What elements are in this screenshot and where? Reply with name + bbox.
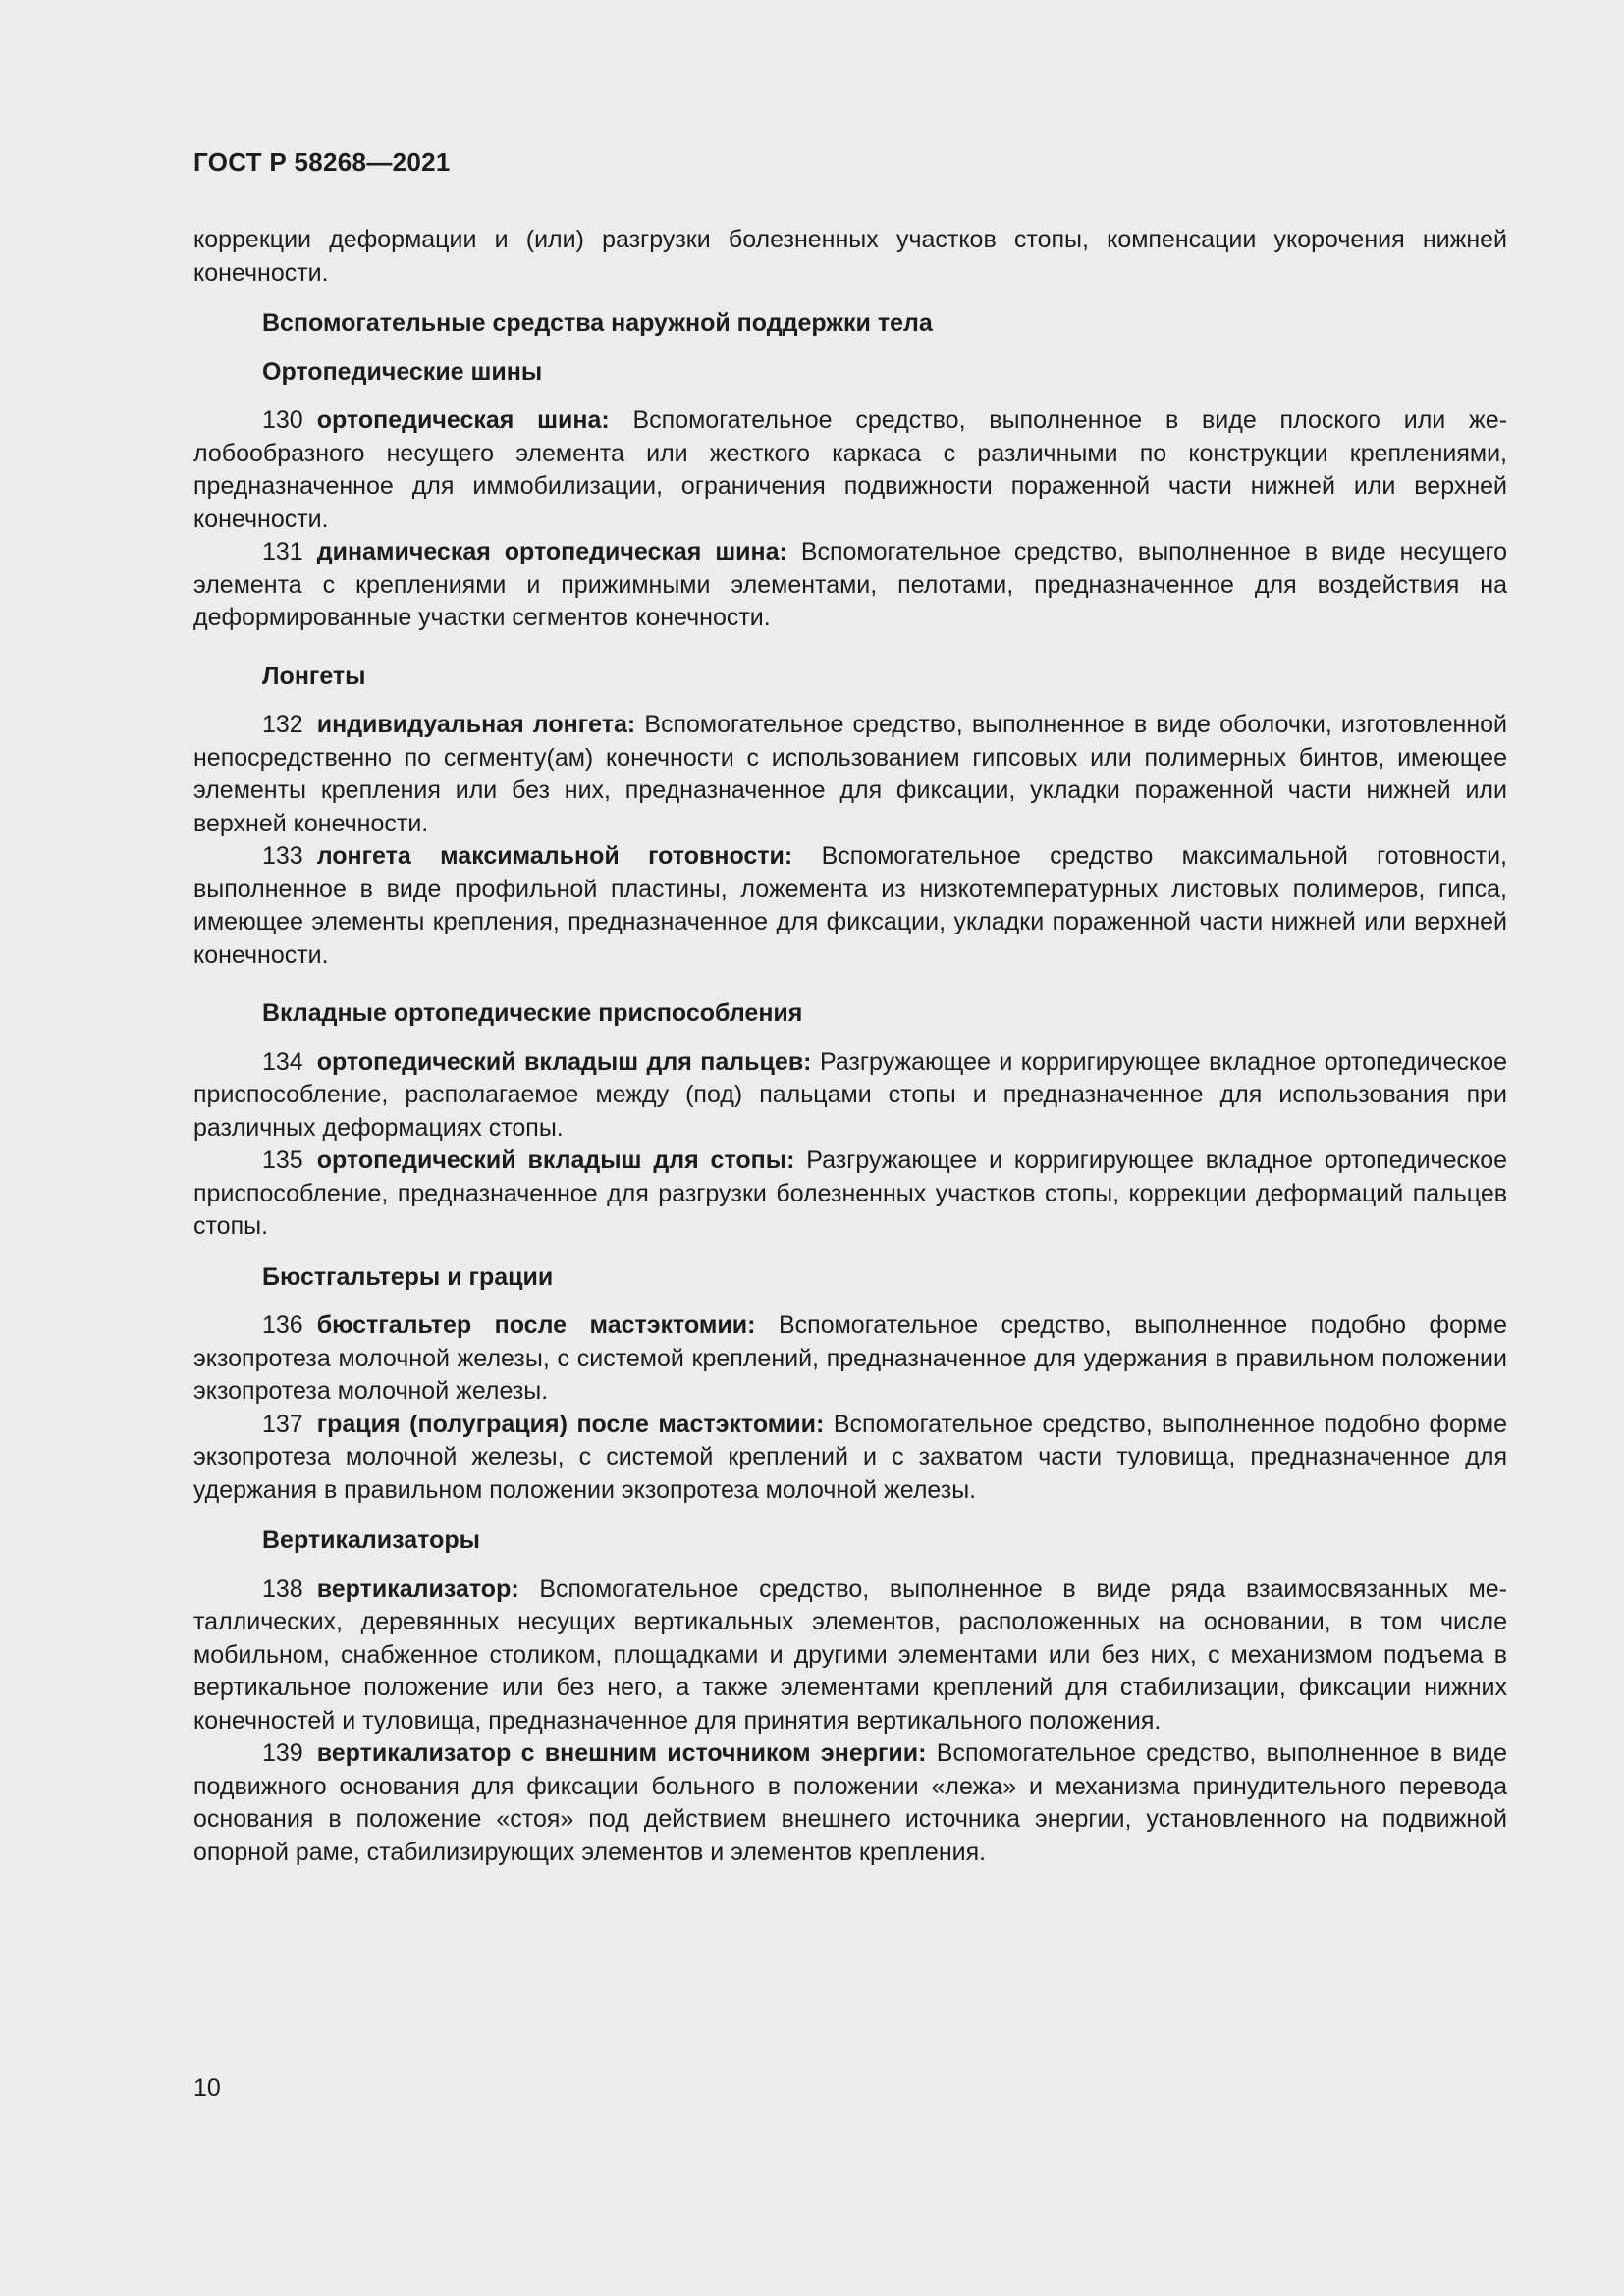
term-definition: Вспомогательное средство, выполненное в виде ряда взаимосвязанных металлических, деревянных несущих вертикальных элементов, расположенных на основании, в том числе мобильном, снабженное столиком, площадками и другими элементами или без них, с механизмом подъема в вертикальное положение или без него, а также элементами креплений для стабилизации, фиксации нижних конечностей и туловища, предназначенное для принятия вертикального положения. — [193, 1575, 1507, 1735]
term-name: лонгета максимальной готовности: — [316, 842, 793, 870]
term-entry-138 — [193, 1574, 1507, 1738]
term-number: 132 — [262, 711, 303, 738]
term-name: грация (полуграция) после мастэктомии: — [316, 1410, 825, 1438]
term-number: 138 — [262, 1575, 303, 1603]
term-definition: Разгружающее и корригирующее вкладное ортопедическое приспособление, располагаемое между (под) пальцами стопы и предназначенное для использования при различных деформациях стопы. — [193, 1047, 1507, 1142]
term-number: 136 — [262, 1311, 303, 1339]
document-body — [193, 224, 1507, 1869]
term-number: 133 — [262, 842, 303, 870]
term-name: индивидуальная лонгета: — [316, 711, 636, 738]
section-heading-orthopedic-inserts: Вкладные ортопедические приспособления — [262, 999, 803, 1027]
section-heading-longuettes: Лонгеты — [262, 662, 366, 690]
term-number: 139 — [262, 1739, 303, 1767]
term-entry-139 — [193, 1737, 1507, 1869]
term-entry-134 — [193, 1046, 1507, 1146]
standard-code-header: ГОСТ Р 58268—2021 — [193, 147, 451, 177]
term-number: 137 — [262, 1410, 303, 1438]
term-definition: Вспомогательное средство, выполненное в виде плоского или желобообразного несущего элемента или жесткого каркаса с различными по конструкции креплениями, предназначенное для иммобилизации, ограничения подвижности пораженной части нижней или верхней конечности. — [193, 406, 1508, 533]
term-name: бюстгальтер после мастэктомии: — [316, 1311, 756, 1339]
term-name: ортопедическая шина: — [316, 406, 610, 434]
term-definition: Вспомогательное средство, выполненное в виде несущего элемента с креплениями и прижимными элементами, пелотами, предназначенное для воздействия на деформированные участки сегментов конечности. — [193, 538, 1507, 631]
term-name: ортопедический вкладыш для стопы: — [316, 1147, 795, 1174]
term-number: 130 — [262, 406, 303, 434]
term-entry-130 — [193, 404, 1507, 536]
term-entry-131 — [193, 536, 1507, 635]
section-heading-verticalizers: Вертикализаторы — [262, 1526, 480, 1554]
section-heading-external-support: Вспомогательные средства наружной поддержки тела — [262, 309, 933, 337]
page-number: 10 — [193, 2074, 221, 2102]
term-definition: Вспомогательное средство максимальной готовности, выполненное в виде профильной пластины, ложемента из низкотемпературных листовых полимеров, гипса, имеющее элементы крепления, предназначенное для фиксации, укладки пораженной части нижней или верхней конечности. — [193, 842, 1508, 969]
term-number: 134 — [262, 1047, 303, 1076]
term-definition: Разгружающее и корригирующее вкладное ортопедическое приспособление, предназначенное для разгрузки болезненных участков стопы, коррекции деформаций пальцев стопы. — [193, 1147, 1508, 1240]
term-entry-132 — [193, 709, 1507, 840]
term-name: вертикализатор с внешним источником энергии: — [316, 1739, 927, 1767]
term-number: 135 — [262, 1147, 303, 1174]
term-definition: Вспомогательное средство, выполненное подобно форме экзопротеза молочной железы, с системой креплений, предназначенное для удержания в правильном положении экзопротеза молочной железы. — [193, 1311, 1508, 1405]
term-number: 131 — [262, 538, 303, 565]
term-definition: Вспомогательное средство, выполненное подобно форме экзопротеза молочной железы, с системой креплений и с захватом части туловища, предназначенное для удержания в правильном положении экзопротеза молочной железы. — [193, 1410, 1507, 1504]
term-name: динамическая ортопедическая шина: — [316, 538, 787, 565]
section-heading-splints: Ортопедические шины — [262, 357, 543, 386]
term-name: ортопедический вкладыш для пальцев: — [316, 1047, 812, 1076]
term-definition: Вспомогательное средство, выполненное в виде подвижного основания для фиксации больного в положении «лежа» и механизма принудительного перевода основания в положение «стоя» под действием внешнего источника энергии, установленного на подвижной опорной раме, стабилизирующих элементов и элементов крепления. — [193, 1739, 1507, 1866]
term-definition: Вспомогательное средство, выполненное в виде оболочки, изготовленной непосредственно по сегменту(ам) конечности с использованием гипсовых или полимерных бинтов, имеющее элементы крепления или без них, предназначенное для фиксации, укладки пораженной части нижней или верхней конечности. — [193, 711, 1508, 837]
term-entry-136 — [193, 1309, 1507, 1409]
term-entry-137 — [193, 1409, 1507, 1508]
term-name: вертикализатор: — [316, 1575, 519, 1603]
intro-paragraph: коррекции деформации и (или) разгрузки болезненных участков стопы, компенсации укорочения нижней конечности. — [193, 226, 1507, 287]
section-heading-bras: Бюстгальтеры и грации — [262, 1262, 554, 1291]
term-entry-133 — [193, 840, 1507, 972]
term-entry-135 — [193, 1145, 1507, 1244]
